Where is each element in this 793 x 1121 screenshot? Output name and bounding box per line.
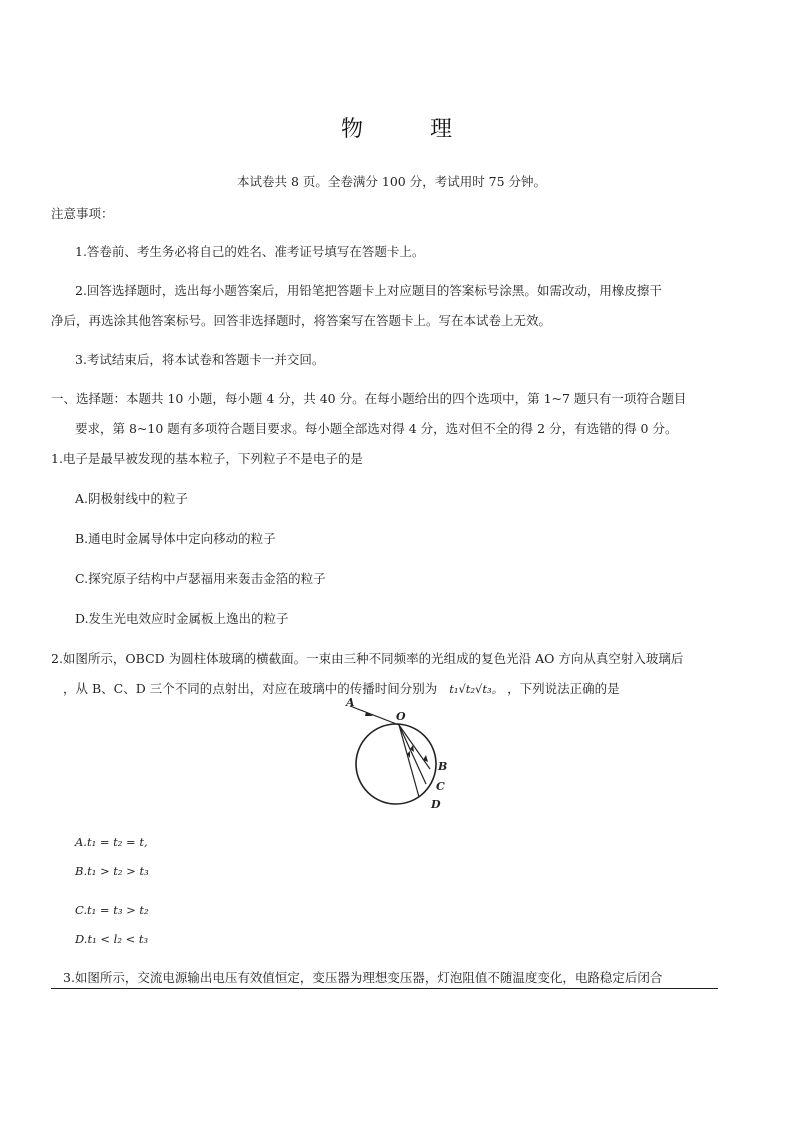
question-1-option-a: A.阴极射线中的粒子 [75,491,189,506]
question-1-option-d: D.发生光电效应时金属板上逸出的粒子 [75,611,289,626]
notice-item-continued: 净后，再选涂其他答案标号。回答非选择题时，将答案写在答题卡上。写在本试卷上无效。 [51,313,552,328]
label-o: O [396,710,406,723]
question-2-option-a: A.t₁ = t₂ = t, [75,835,148,849]
notice-item: 2.回答选择题时，选出每小题答案后，用铅笔把答题卡上对应题目的答案标号涂黑。如需改动，用橡皮擦干 [75,283,662,298]
question-3-stem-text: 3.如图所示，交流电源输出电压有效值恒定，变压器为理想变压器，灯泡阻值不随温度变化，电路稳定后闭合 [63,970,663,985]
question-3-stem [51,968,718,989]
incident-ray-ao [350,706,399,725]
section-heading-continued: 要求，第 8~10 题有多项符合题目要求。每小题全部选对得 4 分，选对但不全的得 2 分，有选错的得 0 分。 [75,421,678,436]
time-formula: t₁√t₂√t₃。 [449,682,504,696]
notice-item: 1.答卷前、考生务必将自己的姓名、准考证号填写在答题卡上。 [75,244,425,259]
question-2-stem: 2.如图所示，OBCD 为圆柱体玻璃的横截面。一束由三种不同频率的光组成的复色光沿 AO 方向从真空射入玻璃后 [51,651,684,666]
label-b: B [438,760,448,773]
notice-item: 3.考试结束后，将本试卷和答题卡一并交回。 [75,352,325,367]
question-2-stem-part: ，下列说法正确的是 [507,681,620,696]
question-2-stem-part: ，从 B、C、D 三个不同的点射出，对应在玻璃中的传播时间分别为 [63,681,438,696]
question-1-stem: 1.电子是最早被发现的基本粒子，下列粒子不是电子的是 [51,451,363,466]
label-a: A [346,696,355,709]
ray-ob [399,725,430,769]
section-heading: 一、选择题：本题共 10 小题，每小题 4 分，共 40 分。在每小题给出的四个选项中，第 1~7 题只有一项符合题目 [51,391,687,406]
label-c: C [436,780,445,793]
question-2-option-d: D.t₁ < l₂ < t₃ [75,932,149,946]
question-1-option-c: C.探究原子结构中卢瑟福用来轰击金箔的粒子 [75,571,326,586]
exam-intro: 本试卷共 8 页。全卷满分 100 分，考试用时 75 分钟。 [237,174,547,189]
notice-heading: 注意事项： [51,206,114,221]
glass-cross-section-diagram [340,694,460,814]
question-1-option-b: B.通电时金属导体中定向移动的粒子 [75,531,276,546]
page-title: 物 理 [341,117,482,142]
label-d: D [431,798,441,811]
glass-circle [356,724,436,804]
question-2-option-c: C.t₁ = t₃ > t₂ [75,903,149,917]
question-2-option-b: B.t₁ > t₂ > t₃ [75,864,149,878]
